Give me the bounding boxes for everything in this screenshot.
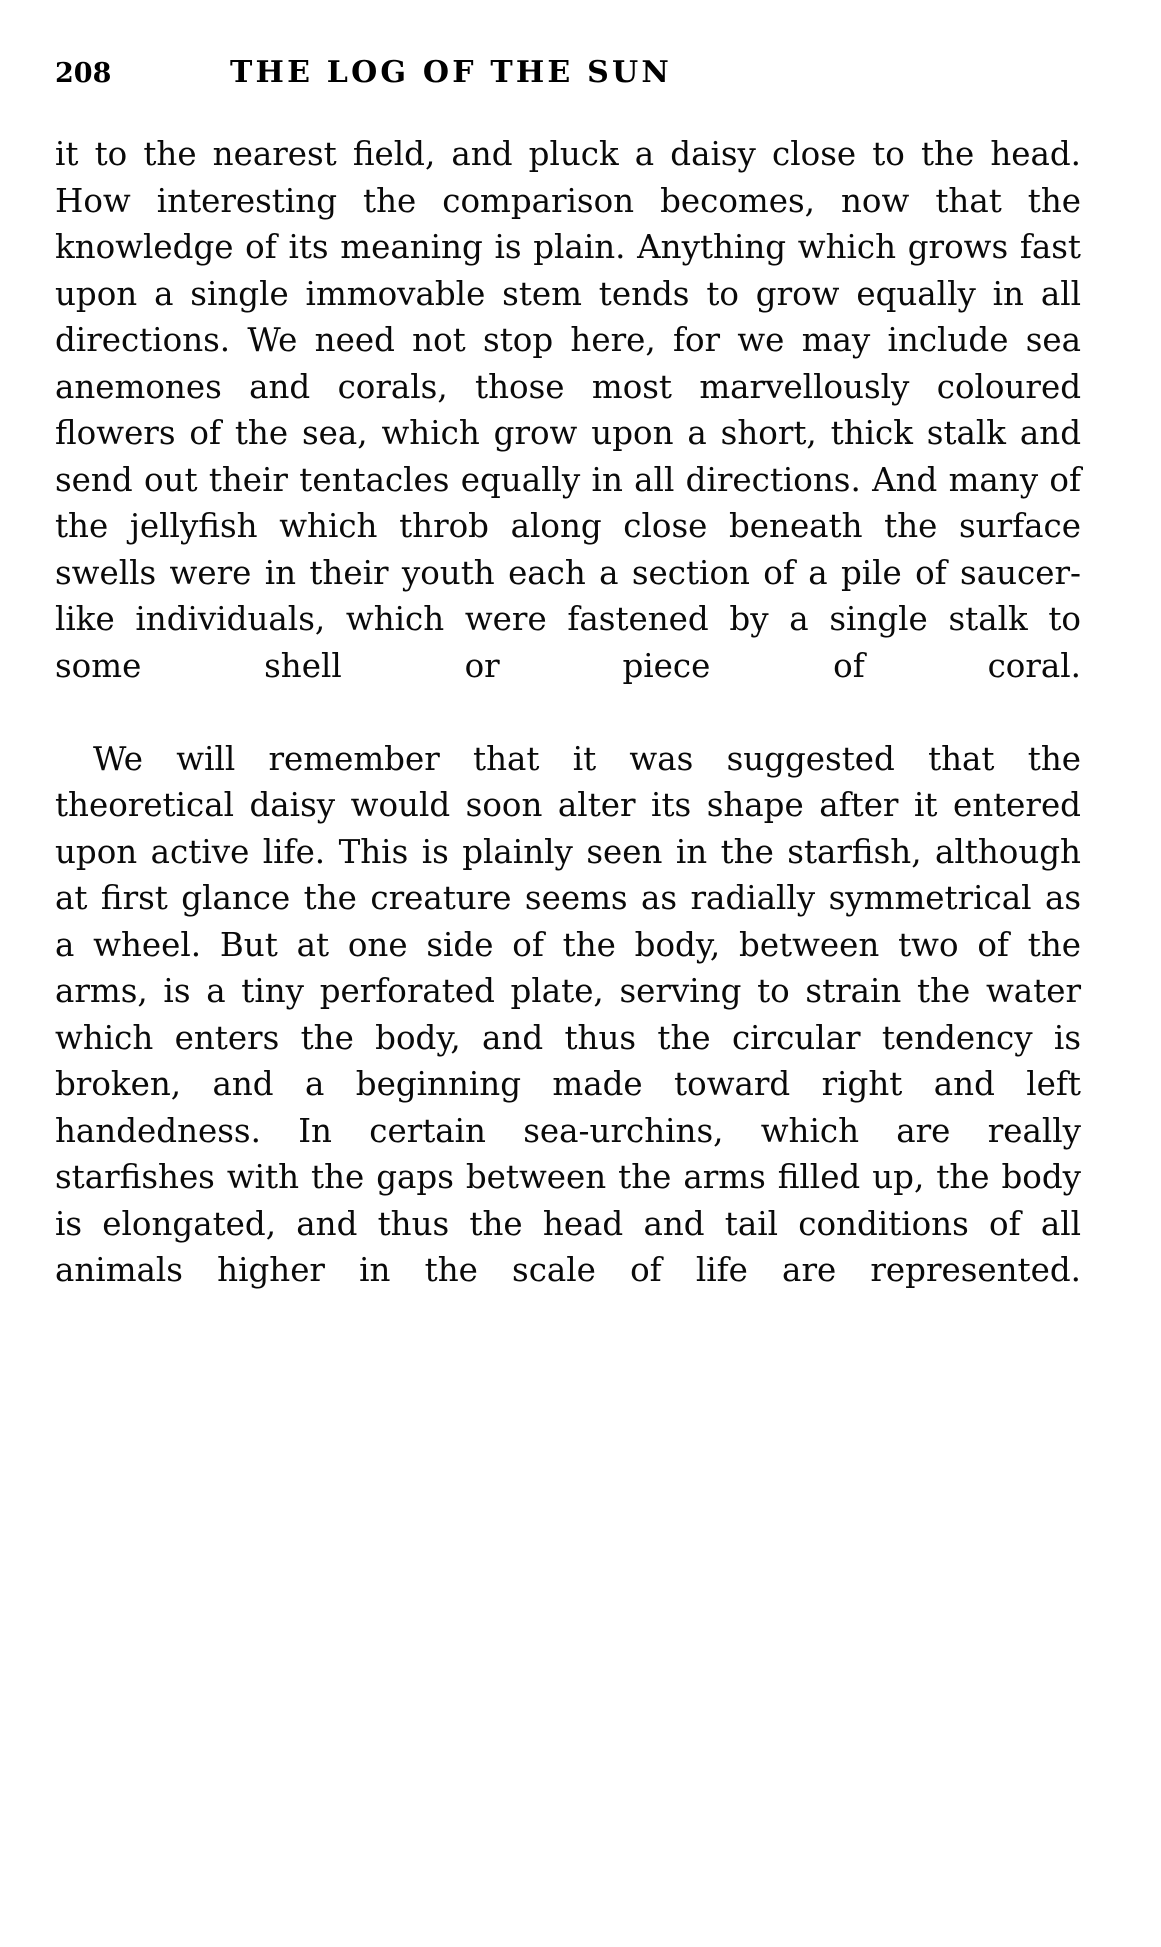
- page-body: [55, 131, 1081, 1340]
- paragraph-1: it to the nearest field, and pluck a daisy close to the head. How interesting the comparison becomes, now that the knowledge of its meaning is plain. Anything which grows fast upon a single immovable stem tends to grow equally in all directions. We need not stop here, for we may include sea anemones and corals, those most marvellously coloured flowers of the sea, which grow upon a short, thick stalk and send out their tentacles equally in all directions. And many of the jellyfish which throb along close beneath the surface swells were in their youth each a section of a pile of saucer-like individuals, which were fastened by a single stalk to some shell or piece of coral.: [55, 135, 1081, 685]
- page-header: [55, 55, 1081, 115]
- running-title: THE LOG OF THE SUN: [230, 55, 672, 90]
- page-number: 208: [55, 58, 112, 89]
- paragraph-2: We will remember that it was suggested that the theoretical daisy would soon alter its shape after it entered upon active life. This is plainly seen in the starfish, although at first glance the creature seems as radially symmetrical as a wheel. But at one side of the body, between two of the arms, is a tiny perforated plate, serving to strain the water which enters the body, and thus the circular tendency is broken, and a beginning made toward right and left handedness. In certain sea-urchins, which are really starfishes with the gaps between the arms filled up, the body is elongated, and thus the head and tail conditions of all animals higher in the scale of life are represented.: [55, 739, 1081, 1289]
